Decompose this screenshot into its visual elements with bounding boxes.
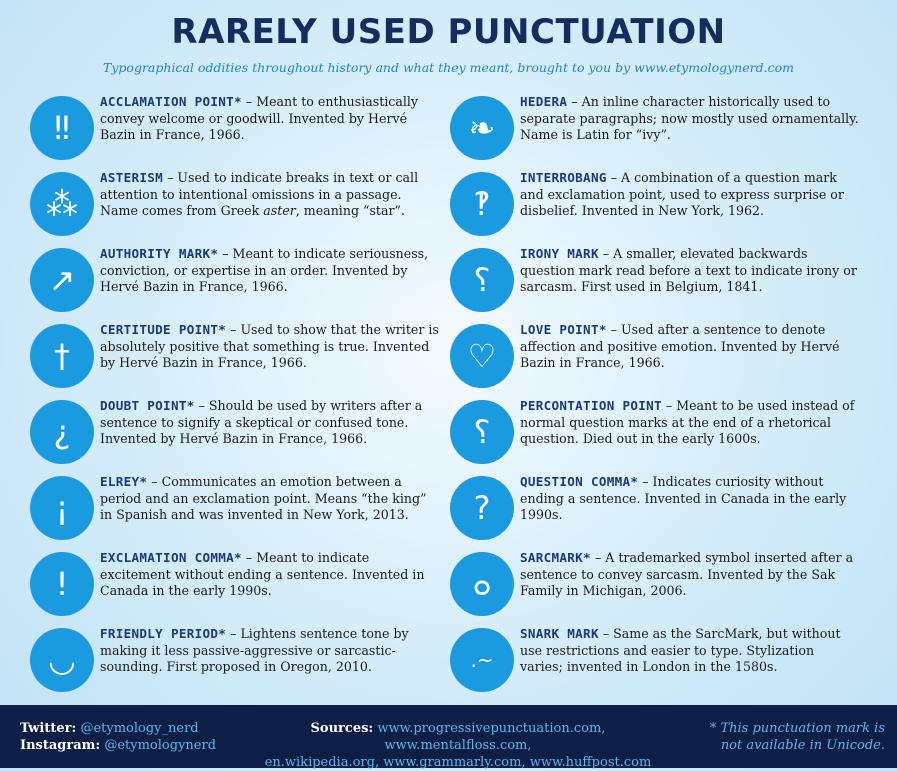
entry-certitude-point: † CERTITUDE POINT* – Used to show that the writer is absolutely positive that something is true. Invented by Hervé Bazin in France, 1966.: [30, 322, 440, 392]
friendly-period-icon: ◡: [30, 628, 94, 692]
note-line-2: not available in Unicode.: [720, 738, 885, 753]
entry-name: EXCLAMATION COMMA*: [100, 550, 242, 565]
sources: [238, 720, 678, 771]
entry-exclamation-comma: ! EXCLAMATION COMMA* – Meant to indicate excitement without ending a sentence. Invented in Canada in the early 1990s.: [30, 550, 440, 620]
sarcmark-icon: ๐: [450, 552, 514, 616]
entry-desc: Meant to enthusiastically convey welcome or goodwill. Invented by Hervé Bazin in France, 1966.: [100, 94, 419, 142]
entry-desc: A trademarked symbol inserted after a sentence to convey sarcasm. Invented by the Sak Family in Michigan, 2006.: [520, 550, 854, 598]
elrey-icon: ¡: [30, 476, 94, 540]
hedera-icon: ❧: [450, 96, 514, 160]
entry-desc: A smaller, elevated backwards question mark read before a text to indicate irony or sarcasm. First used in Belgium, 1841.: [520, 246, 857, 294]
entry-desc: Meant to indicate seriousness, conviction, or expertise in an order. Invented by Hervé Bazin in France, 1966.: [100, 246, 429, 294]
entry-desc: Meant to be used instead of normal question marks at the end of a rhetorical question. Died out in the early 1600s.: [520, 398, 855, 446]
doubt-point-icon: ¿: [30, 400, 94, 464]
instagram-handle[interactable]: @etymologynerd: [104, 738, 217, 753]
entry-name: CERTITUDE POINT*: [100, 322, 227, 337]
page-title: RARELY USED PUNCTUATION: [171, 12, 726, 52]
entry-snark-mark: .~ SNARK MARK – Same as the SarcMark, but without use restrictions and easier to type. Stylization varies; invented in London in the 1580s.: [450, 626, 860, 696]
percontation-point-icon: ⸮: [450, 400, 514, 464]
entry-desc-end: , meaning “star”.: [295, 203, 405, 218]
entry-love-point: ♡ LOVE POINT* – Used after a sentence to denote affection and positive emotion. Invented by Hervé Bazin in France, 1966.: [450, 322, 860, 392]
entry-desc: Indicates curiosity without ending a sentence. Invented in Canada in the early 1990s.: [520, 474, 847, 522]
entry-name: ASTERISM: [100, 170, 164, 185]
entry-friendly-period: ◡ FRIENDLY PERIOD* – Lightens sentence tone by making it less passive-aggressive or sarcastic-sounding. First proposed in Oregon, 2010.: [30, 626, 440, 696]
social-links: [20, 720, 216, 754]
entry-elrey: ¡ ELREY* – Communicates an emotion between a period and an exclamation point. Means “the king” in Spanish and was invented in New York, 2013.: [30, 474, 440, 544]
entry-desc-italic: aster: [263, 203, 296, 218]
entry-desc: Communicates an emotion between a period and an exclamation point. Means “the king” in Spanish and was invented in New York, 2013.: [100, 474, 427, 522]
asterism-icon: ⁂: [30, 172, 94, 236]
entry-desc: Used to indicate breaks in text or call attention to intentional omissions in a passage. Name comes from Greek: [100, 170, 419, 218]
entry-name: SARCMARK*: [520, 550, 591, 565]
sources-line-2[interactable]: en.wikipedia.org, www.grammarly.com, www.huffpost.com: [264, 755, 652, 770]
entry-acclamation-point: ‼ ACCLAMATION POINT* – Meant to enthusiastically convey welcome or goodwill. Invented by Hervé Bazin in France, 1966.: [30, 94, 440, 164]
entry-name: DOUBT POINT*: [100, 398, 195, 413]
entry-sarcmark: ๐ SARCMARK* – A trademarked symbol inserted after a sentence to convey sarcasm. Invented by the Sak Family in Michigan, 2006.: [450, 550, 860, 620]
entry-name: IRONY MARK: [520, 246, 599, 261]
entry-desc: Should be used by writers after a sentence to signify a skeptical or confused tone. Invented by Hervé Bazin in France, 1966.: [100, 398, 423, 446]
entry-name: ACCLAMATION POINT*: [100, 94, 242, 109]
page-subtitle: Typographical oddities throughout history and what they meant, brought to you by www.etymologynerd.com: [103, 60, 794, 75]
entry-asterism: ⁂ ASTERISM – Used to indicate breaks in text or call attention to intentional omissions in a passage. Name comes from Greek aster, meaning “star”.: [30, 170, 440, 240]
entry-name: ELREY*: [100, 474, 148, 489]
irony-mark-icon: ⸮: [450, 248, 514, 312]
entry-name: LOVE POINT*: [520, 322, 607, 337]
snark-mark-icon: .~: [450, 628, 514, 692]
question-comma-icon: ?: [450, 476, 514, 540]
entry-irony-mark: ⸮ IRONY MARK – A smaller, elevated backwards question mark read before a text to indicate irony or sarcasm. First used in Belgium, 1841.: [450, 246, 860, 316]
entry-name: AUTHORITY MARK*: [100, 246, 219, 261]
interrobang-icon: ‽: [450, 172, 514, 236]
entry-name: QUESTION COMMA*: [520, 474, 639, 489]
entry-desc: An inline character historically used to separate paragraphs; now mostly used ornamentally. Name is Latin for “ivy”.: [520, 94, 859, 142]
entry-hedera: ❧ HEDERA – An inline character historically used to separate paragraphs; now mostly used ornamentally. Name is Latin for “ivy”.: [450, 94, 860, 164]
entry-desc: Lightens sentence tone by making it less passive-aggressive or sarcastic-sounding. First proposed in Oregon, 2010.: [100, 626, 409, 674]
entry-desc: Same as the SarcMark, but without use restrictions and easier to type. Stylization varies; invented in London in the 1580s.: [520, 626, 841, 674]
entry-name: PERCONTATION POINT: [520, 398, 662, 413]
entry-authority-mark: ↗ AUTHORITY MARK* – Meant to indicate seriousness, conviction, or expertise in an order. Invented by Hervé Bazin in France, 1966.: [30, 246, 440, 316]
entry-name: SNARK MARK: [520, 626, 599, 641]
entry-interrobang: ‽ INTERROBANG – A combination of a question mark and exclamation point, used to express surprise or disbelief. Invented in New York, 1962.: [450, 170, 860, 240]
entry-question-comma: ? QUESTION COMMA* – Indicates curiosity without ending a sentence. Invented in Canada in the early 1990s.: [450, 474, 860, 544]
instagram-label: Instagram:: [20, 738, 101, 753]
unicode-note: [690, 720, 885, 754]
acclamation-point-icon: ‼: [30, 96, 94, 160]
footer: [0, 705, 897, 768]
entry-name: INTERROBANG: [520, 170, 607, 185]
entry-doubt-point: ¿ DOUBT POINT* – Should be used by writers after a sentence to signify a skeptical or confused tone. Invented by Hervé Bazin in France, 1966.: [30, 398, 440, 468]
entry-percontation-point: ⸮ PERCONTATION POINT – Meant to be used instead of normal question marks at the end of a rhetorical question. Died out in the early 1600s.: [450, 398, 860, 468]
twitter-label: Twitter:: [20, 721, 77, 736]
love-point-icon: ♡: [450, 324, 514, 388]
certitude-point-icon: †: [30, 324, 94, 388]
entry-desc: Used after a sentence to denote affection and positive emotion. Invented by Hervé Bazin in France, 1966.: [520, 322, 840, 370]
entry-desc: Meant to indicate excitement without ending a sentence. Invented in Canada in the early 1990s.: [100, 550, 425, 598]
note-line-1: * This punctuation mark is: [709, 721, 885, 736]
sources-label: Sources:: [310, 721, 374, 736]
sources-line-1[interactable]: www.progressivepunctuation.com, www.mentalfloss.com,: [377, 721, 606, 753]
twitter-handle[interactable]: @etymology_nerd: [80, 721, 199, 736]
exclamation-comma-icon: !: [30, 552, 94, 616]
entry-desc: A combination of a question mark and exclamation point, used to express surprise or disbelief. Invented in New York, 1962.: [520, 170, 844, 218]
entry-desc: Used to show that the writer is absolutely positive that something is true. Invented by Hervé Bazin in France, 1966.: [100, 322, 439, 370]
entry-name: FRIENDLY PERIOD*: [100, 626, 227, 641]
entry-name: HEDERA: [520, 94, 568, 109]
authority-mark-icon: ↗: [30, 248, 94, 312]
